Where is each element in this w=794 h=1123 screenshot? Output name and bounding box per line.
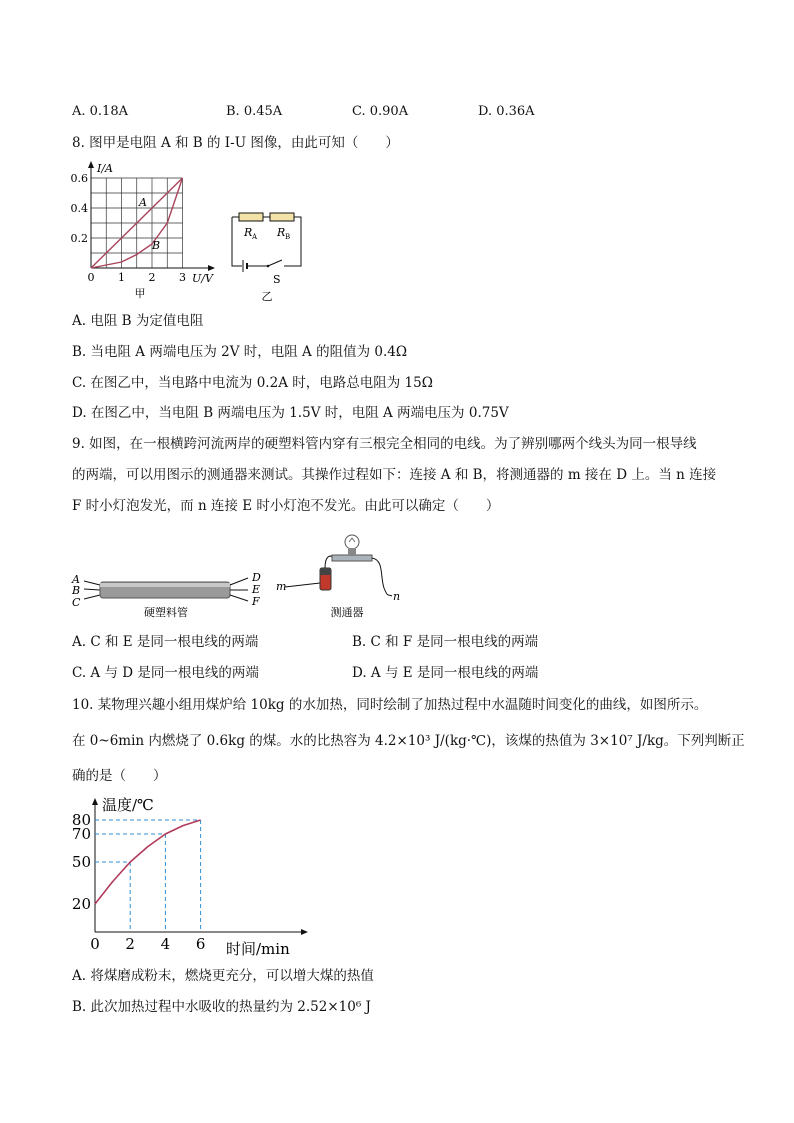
q9-option-b: B. C 和 F 是同一根电线的两端 bbox=[352, 634, 539, 650]
end-label-a: A bbox=[72, 573, 80, 586]
temp-x-tick-label: 4 bbox=[160, 935, 171, 953]
q10-option-a: A. 将煤磨成粉末，燃烧更充分，可以增大煤的热值 bbox=[72, 968, 374, 984]
curve-b-label: B bbox=[152, 239, 161, 252]
q9-stem-line1: 9. 如图，在一根横跨河流两岸的硬塑料管内穿有三根完全相同的电线。为了辨别哪两个线头为同一根导线 bbox=[72, 436, 697, 452]
temperature-graph bbox=[66, 792, 326, 962]
q9-stem-line3: F 时小灯泡发光，而 n 连接 E 时小灯泡不发光。由此可以确定（ ） bbox=[72, 498, 500, 514]
temp-y-arrow bbox=[92, 798, 98, 805]
q10-stem-line3: 确的是（ ） bbox=[72, 768, 167, 784]
q9-option-d: D. A 与 E 是同一根电线的两端 bbox=[352, 665, 539, 681]
tester-m-label: m bbox=[276, 580, 287, 593]
iu-y-tick-label: 0.2 bbox=[70, 232, 88, 245]
iu-x-axis-label: U/V bbox=[192, 272, 213, 285]
end-label-f: F bbox=[252, 595, 260, 608]
switch-lever bbox=[268, 260, 282, 266]
iu-y-arrow bbox=[88, 161, 94, 168]
iu-y-tick-label: 0.4 bbox=[70, 202, 88, 215]
resistor-b bbox=[270, 213, 294, 221]
iu-y-tick-label: 0.6 bbox=[70, 172, 88, 185]
circuit-diagram bbox=[222, 200, 312, 305]
q7-option-a: A. 0.18A bbox=[72, 104, 128, 119]
switch-label: S bbox=[273, 273, 281, 286]
q10-stem-line2: 在 0~6min 内燃烧了 0.6kg 的煤。水的比热容为 4.2×10³ J/(kg·℃)，该煤的热值为 3×10⁷ J/kg。下列判断正 bbox=[72, 733, 745, 749]
temp-x-tick-label: 0 bbox=[90, 935, 100, 953]
wire-end-d bbox=[230, 578, 248, 585]
tester-wire-n bbox=[372, 558, 392, 596]
q8-option-a: A. 电阻 B 为定值电阻 bbox=[72, 313, 204, 329]
iu-x-tick-label: 2 bbox=[148, 271, 156, 284]
rb-label: R bbox=[277, 226, 286, 239]
pipe-tester-figure bbox=[66, 526, 416, 626]
tester-battery-cap bbox=[320, 568, 331, 575]
tester-wire-m bbox=[285, 583, 320, 587]
iu-ticks bbox=[71, 172, 187, 284]
temp-x-axis-label: 时间/min bbox=[226, 940, 290, 958]
end-label-b: B bbox=[72, 584, 81, 597]
iu-x-tick-label: 3 bbox=[179, 271, 186, 284]
iu-y-axis-label: I/A bbox=[97, 162, 113, 175]
tester-caption: 测通器 bbox=[330, 606, 364, 619]
ra-label: R bbox=[244, 226, 253, 239]
iu-x-tick-label: 0 bbox=[87, 271, 95, 284]
q7-option-b: B. 0.45A bbox=[226, 104, 283, 119]
circuit-wire-top bbox=[232, 217, 301, 266]
q9-stem-line2: 的两端，可以用图示的测通器来测试。其操作过程如下：连接 A 和 B，将测通器的 m 接在 D 上。当 n 连接 bbox=[72, 467, 717, 483]
wire-end-c bbox=[84, 595, 100, 599]
iu-graph bbox=[60, 158, 220, 303]
curve-a-label: A bbox=[139, 196, 147, 209]
circuit-caption-yi: 乙 bbox=[261, 290, 273, 303]
temp-y-tick-label: 80 bbox=[71, 811, 91, 829]
q8-option-d: D. 在图乙中，当电阻 B 两端电压为 1.5V 时，电阻 A 两端电压为 0.75V bbox=[72, 405, 509, 421]
q8-option-b: B. 当电阻 A 两端电压为 2V 时，电阻 A 的阻值为 0.4Ω bbox=[72, 344, 408, 360]
end-label-e: E bbox=[252, 583, 261, 596]
q8-option-c: C. 在图乙中，当电路中电流为 0.2A 时，电路总电阻为 15Ω bbox=[72, 375, 433, 391]
temp-y-axis-label: 温度/℃ bbox=[102, 796, 154, 814]
temp-x-tick-label: 2 bbox=[125, 935, 135, 953]
rb-subscript: B bbox=[285, 233, 291, 241]
q7-option-d: D. 0.36A bbox=[478, 104, 535, 119]
temp-guides bbox=[95, 820, 201, 932]
temp-y-tick-label: 20 bbox=[71, 895, 91, 913]
q10-option-b: B. 此次加热过程中水吸收的热量约为 2.52×10⁶ J bbox=[72, 999, 371, 1015]
switch-pivot bbox=[267, 265, 270, 268]
end-label-c: C bbox=[72, 596, 81, 609]
temp-y-tick-label: 50 bbox=[71, 853, 91, 871]
wire-end-a bbox=[84, 581, 100, 585]
graph-caption-jia: 甲 bbox=[134, 287, 146, 300]
circuit-wire-bottom bbox=[232, 217, 268, 266]
q9-option-c: C. A 与 D 是同一根电线的两端 bbox=[72, 665, 259, 681]
temp-y-tick-label: 70 bbox=[71, 825, 91, 843]
bulb-glass bbox=[345, 535, 359, 549]
pipe-highlight bbox=[100, 583, 230, 587]
bulb-socket bbox=[348, 548, 356, 555]
wire-end-b bbox=[84, 589, 100, 590]
iu-x-arrow bbox=[208, 265, 215, 271]
q9-option-a: A. C 和 E 是同一根电线的两端 bbox=[72, 634, 259, 650]
resistor-a bbox=[239, 213, 263, 221]
temp-x-arrow bbox=[301, 929, 308, 935]
tester-n-label: n bbox=[393, 590, 401, 603]
lamp-base-board bbox=[332, 555, 372, 561]
wire-end-f bbox=[230, 595, 248, 601]
end-label-d: D bbox=[252, 571, 261, 584]
pipe-caption: 硬塑料管 bbox=[144, 606, 188, 619]
temp-x-tick-label: 6 bbox=[195, 935, 206, 953]
iu-x-tick-label: 1 bbox=[118, 271, 125, 284]
q8-stem: 8. 图甲是电阻 A 和 B 的 I-U 图像，由此可知（ ） bbox=[72, 135, 399, 151]
q7-option-c: C. 0.90A bbox=[352, 104, 409, 119]
q10-stem-line1: 10. 某物理兴趣小组用煤炉给 10kg 的水加热，同时绘制了加热过程中水温随时间变化的曲线，如图所示。 bbox=[72, 697, 708, 713]
ra-subscript: A bbox=[252, 233, 258, 241]
